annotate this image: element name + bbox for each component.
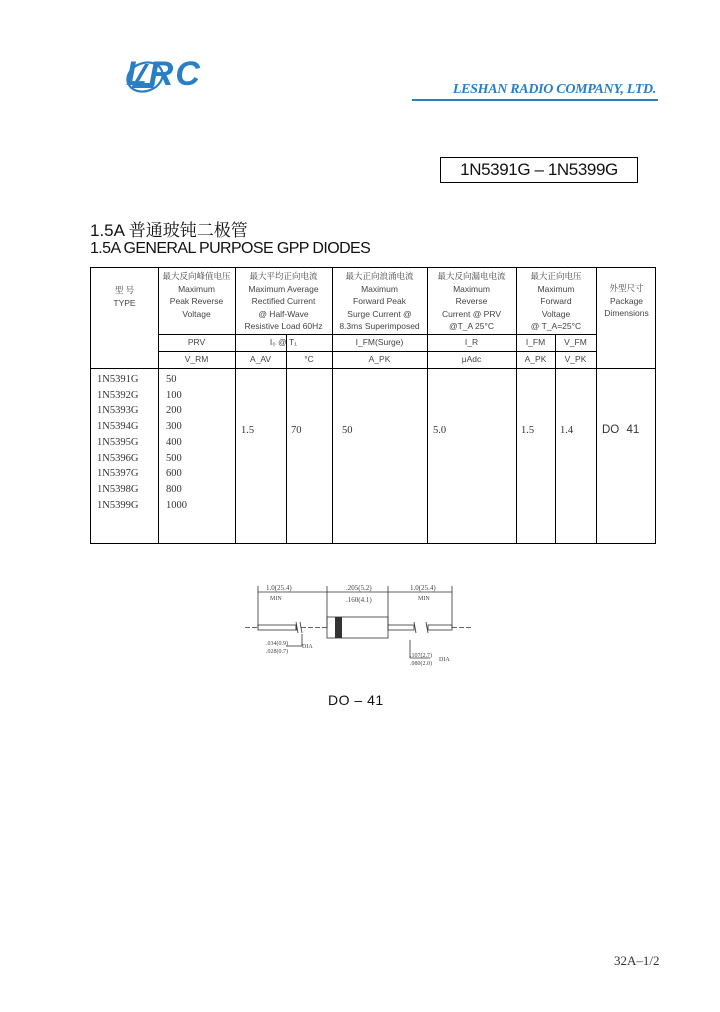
do41-outline-drawing <box>240 580 480 680</box>
list-item: 600 <box>166 468 182 480</box>
list-item: 1N5396G <box>97 452 139 464</box>
model-list <box>97 372 138 513</box>
list-item: 200 <box>166 405 182 417</box>
label-lead-dia1: .034(0.9) <box>266 641 288 647</box>
title-english: 1.5A GENERAL PURPOSE GPP DIODES <box>90 240 371 257</box>
list-item: 1N5392G <box>97 389 139 401</box>
unit-io: A_AV <box>249 354 272 364</box>
logo-text: LRC <box>126 55 202 93</box>
label-body-len2: .160(4.1) <box>346 596 372 604</box>
header-prv: 最大反向峰值电压 Maximum Peak Reverse Voltage <box>162 271 231 319</box>
list-item: 800 <box>166 483 182 495</box>
value-io: 1.5 <box>241 425 255 436</box>
value-ifm: 1.5 <box>521 425 535 436</box>
sym-io: I₀ @ T₁ <box>269 337 298 347</box>
label-lead-len-right: 1.0(25.4) <box>410 584 436 592</box>
list-item: 1N5397G <box>97 468 139 480</box>
lead-right <box>388 625 414 630</box>
list-item: 1000 <box>166 499 187 511</box>
label-lead-len-left: 1.0(25.4) <box>266 584 292 592</box>
list-item: 50 <box>166 374 177 385</box>
label-body-len: .205(5.2) <box>346 584 372 592</box>
header-ifsm: 最大正向浪涌电流 Maximum Forward Peak Surge Current @ 8.3ms Superimposed <box>339 271 420 332</box>
package-label: DO – 41 <box>328 692 384 708</box>
list-item: 1N5398G <box>97 483 139 495</box>
unit-t1: °C <box>304 354 314 364</box>
part-range: 1N5391G – 1N5399G <box>440 157 638 183</box>
page-number: 32A–1/2 <box>614 953 660 968</box>
title-chinese: 1.5A 普通玻钝二极管 <box>90 221 248 240</box>
unit-ir: μAdc <box>461 354 482 364</box>
lead-left <box>258 625 296 630</box>
label-body-dia2: .080(2.0) <box>410 661 432 667</box>
label-min-right: MIN <box>418 596 430 602</box>
prv-list <box>166 372 187 513</box>
list-item: 1N5393G <box>97 405 139 417</box>
sym-prv: PRV <box>187 337 206 347</box>
list-item: 100 <box>166 389 182 401</box>
list-item: 1N5394G <box>97 421 139 433</box>
unit-ifm: A_PK <box>524 354 547 364</box>
list-item: 300 <box>166 421 182 433</box>
header-io: 最大平均正向电流 Maximum Average Rectified Current @ Half-Wave Resistive Load 60Hz <box>244 271 323 332</box>
value-package: DO 41 <box>602 424 640 436</box>
label-lead-dia: DIA <box>302 644 313 650</box>
header-type: 型 号 TYPE <box>113 285 136 308</box>
list-item: 500 <box>166 452 182 464</box>
sym-ifm: I_FM <box>525 337 546 347</box>
label-body-dia1: .107(2.7) <box>410 653 432 659</box>
spec-table <box>90 267 656 544</box>
sym-ir: I_R <box>464 337 479 347</box>
unit-ifsm: A_PK <box>368 354 391 364</box>
list-item: 400 <box>166 436 182 448</box>
value-t1: 70 <box>291 425 302 436</box>
sym-vfm: V_FM <box>564 337 587 347</box>
value-ifsm: 50 <box>342 425 353 436</box>
cathode-band <box>335 617 342 638</box>
unit-vfm: V_PK <box>564 354 587 364</box>
header-vfm: 最大正向电压 Maximum Forward Voltage @ T_A=25°C <box>530 271 582 332</box>
label-lead-dia2: .028(0.7) <box>266 649 288 655</box>
list-item: 1N5391G <box>97 374 139 385</box>
company-name: LESHAN RADIO COMPANY, LTD. <box>452 82 656 97</box>
value-vfm: 1.4 <box>560 425 574 436</box>
value-ir: 5.0 <box>433 425 447 436</box>
label-min-left: MIN <box>270 596 282 602</box>
list-item: 1N5395G <box>97 436 139 448</box>
header-package: 外型尺寸 Package Dimensions <box>604 283 649 319</box>
header-rule <box>412 99 658 101</box>
label-body-dia: DIA <box>439 657 450 663</box>
unit-prv: V_RM <box>184 354 209 364</box>
header-ir: 最大反向漏电电流 Maximum Reverse Current @ PRV @T_A 25°C <box>437 271 506 332</box>
list-item: 1N5399G <box>97 499 139 511</box>
sym-ifsm: I_FM(Surge) <box>355 337 404 347</box>
